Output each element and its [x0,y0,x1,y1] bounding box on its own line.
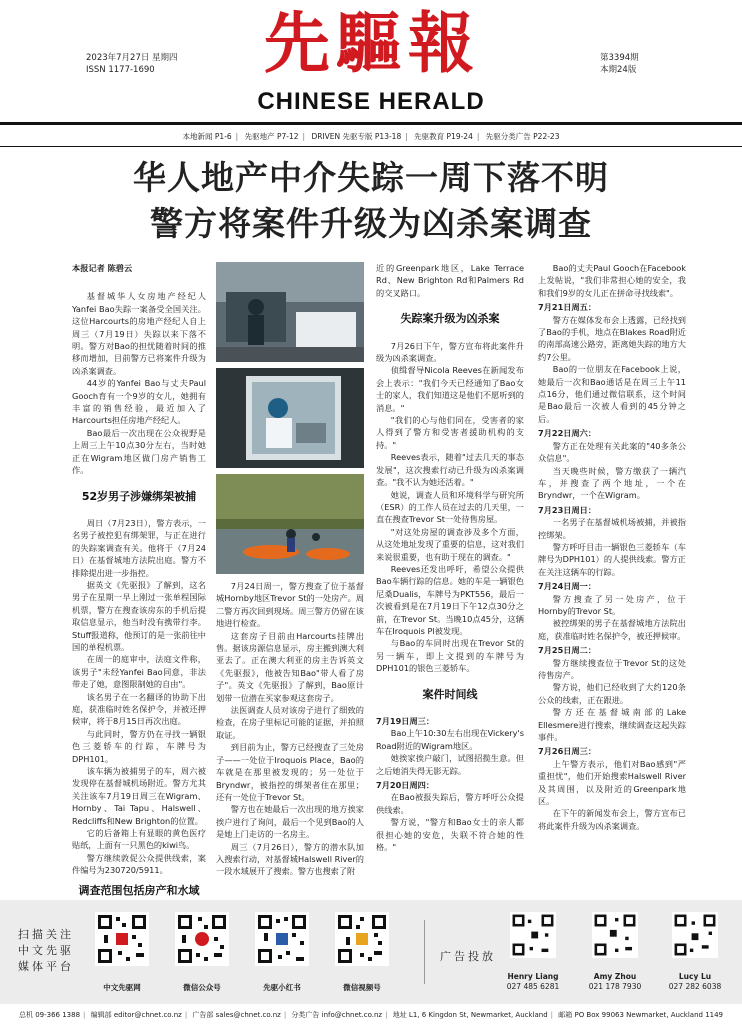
section-link-property[interactable]: 先驱地产 P7-12 [244,132,299,141]
paragraph: 与此同时，警方仍在寻找一辆银色三菱轿车的行踪，车牌号为DPH101。 [72,728,206,764]
timeline-entry: 警方搜查了另一处房产，位于Hornby的Trevor St。 [538,593,686,616]
footer-promo-band [0,900,742,1004]
qr-code-website-icon[interactable] [95,912,149,966]
subheading: 失踪案升级为凶杀案 [400,312,500,326]
headline-line-1: 华人地产中介失踪一周下落不明 [133,158,609,197]
section-link-local-news[interactable]: 本地新闻 P1-6 [182,132,232,141]
paragraph: 近的Greenpark地区，Lake Terrace Rd、New Brighton Rd和Palmers Rd的交叉路口。 [376,263,524,298]
timeline-entry: 警方还在基督城南部的Lake Ellesmere进行搜索，继续调查这起失踪事件。 [538,707,686,743]
masthead-meta-right [600,52,639,76]
contact-lucy [660,972,730,992]
timeline-entry: 警方继续搜查位于Trevor St的这处待售房产。 [538,657,686,680]
qr-code-wechat-official-icon[interactable] [175,912,229,966]
timeline-date: 7月22日周六： [538,428,597,439]
paragraph: "我们的心与他们同在，受害者的家人得到了警方和受害者援助机构的支持。" [376,415,524,450]
section-link-driven[interactable]: DRIVEN 先驱专版 P13-18 [311,132,402,141]
article-column-1 [72,262,206,911]
timeline-entry: 在Bao被报失踪后，警方呼吁公众提供线索。 [376,792,524,815]
qr-caption: 中文先驱网 [103,983,141,992]
paragraph: 周日（7月23日），警方表示，一名男子被控犯有绑架罪，与正在进行的失踪案调查有关。他将于（7月24日）在基督城地方法院出庭。警方不排除提出进一步指控。 [72,517,206,578]
paragraph: 据英文《先驱报》了解到，这名男子在星期一早上刚过一张单程国际机票，警方在搜查该房东的手机后提取信息显示，他当时没有携带行李。Stuff报道称，他预订的是一张前往中国的单程机票。 [72,579,206,652]
timeline-entry: 警方在媒体发布会上透露，已经找到了Bao的手机，地点在Blakes Road附近的南部高速公路旁，距离她失踪的地方大约7公里。 [538,314,686,362]
section-link-classifieds[interactable]: 先驱分类广告 P22-23 [485,132,560,141]
paragraph: 基督城华人女房地产经纪人Yanfei Bao失踪一案备受全国关注。这位Harcourts的房地产经纪人自上周三（7月19日）失踪以来下落不明。警方对Bao的担忧随着时间的推移而增加，目前警方已将案件升级为凶杀案调查。 [72,291,206,376]
subheading: 案件时间线 [422,687,478,701]
timeline-entry: 警方说，"警方和Bao女士的亲人都很担心她的安危，失联不符合她的性格。" [376,817,524,853]
footer-divider [424,920,425,984]
contact-editorial-email[interactable]: 编辑部 editor@chnet.co.nz [90,1011,182,1019]
paragraph: 该车辆为被捕男子的车，周六被发现停在基督城机场附近。警方尤其关注该车7月19日周三在Wigram、Hornby、Tai Tapu、Halswell、Redcliffs和New Brighton的位置。 [72,766,206,826]
paragraph: 7月26日下午，警方宣布将此案件升级为凶杀案调查。 [376,340,524,364]
paragraph: 警方也在她最后一次出现的地方挨家挨户进行了询问，最后一个见到Bao的人是她上门走访的一名房主。 [216,804,364,840]
paragraph: 侦缉督导Nicola Reeves在新闻发布会上表示："我们今天已经通知了Bao女士的家人，我们知道这是他们不愿听到的消息。" [376,365,524,413]
contact-phone: 021 178 7930 [588,982,642,991]
timeline-entry: 在下午的新闻发布会上，警方宣布已将此案件升级为凶杀案调查。 [538,808,686,831]
paragraph: 该名男子在一名翻译的协助下出庭，获准临时姓名保护令，并被还押候审，将于8月15日再次出庭。 [72,691,206,727]
timeline-entry: 当天晚些时候，警方缴获了一辆汽车，并搜查了两个地址，一个在Bryndwr，一个在Wigram。 [538,465,686,501]
subheading: 调查范围包括房产和水域 [78,883,200,897]
timeline-date: 7月23日周日： [538,504,597,515]
article-column-3 [376,262,524,853]
qr-code-xiaohongshu-icon[interactable] [255,912,309,966]
byline: 本报记者 陈碧云 [72,263,133,273]
paragraph: 在周一的庭审中，法庭文件称，该男子"未经Yanfei Bao同意，非法带走了她，意图限制她的自由"。 [72,654,206,690]
paragraph: 7月24日周一，警方搜查了位于基督城Hornby地区Trevor St的一处房产。周二警方再次回到现场。周三警方仍留在该地进行检查。 [216,581,364,629]
contact-phone: 027 485 6281 [506,982,560,991]
timeline-date: 7月19日周三： [376,716,435,726]
timeline-date: 7月24日周一： [538,581,597,592]
qr-caption: 微信公众号 [183,983,221,992]
contact-name: Lucy Lu [678,972,712,981]
contact-sales-email[interactable]: 广告部 sales@chnet.co.nz [192,1011,281,1019]
headline [0,155,742,247]
contact-henry [498,972,568,992]
issn: ISSN 1177-1690 [86,65,155,75]
section-link-education[interactable]: 先驱教育 P19-24 [414,132,473,141]
timeline-entry: Bao上午10:30左右出现在Vickery's Road附近的Wigram地区。 [376,728,524,751]
paragraph: 44岁的Yanfei Bao与丈夫Paul Gooch育有一个9岁的女儿，她拥有丰富的销售经验，最近加入了Harcourts担任房地产经纪人。 [72,378,206,426]
contact-classifieds-email[interactable]: 分类广告 info@chnet.co.nz [291,1011,383,1019]
masthead-meta-left [86,52,178,76]
timeline-entry: 警方说，他们已经收到了大约120条公众的线索，正在跟进。 [538,682,686,705]
article-column-4 [538,262,686,832]
timeline-date: 7月20日周四： [376,780,435,791]
contact-phone: 027 282 6038 [668,982,722,991]
photo-river-search-divers [216,474,364,574]
paragraph: 周三（7月26日），警方的潜水队加入搜索行动，对基督城Halswell River的一段水域展开了搜索。警方也搜索了附 [216,841,364,877]
masthead-rule [0,122,742,125]
paragraph: Reeves还发出呼吁，希望公众提供Bao车辆行踪的信息。她的车是一辆银色尼桑Dualis，车牌号为PKT556，最后一次被看到是在7月19日下午12点30分之前，在Trevor St。当晚10点45分，这辆车在Iroquois Pl被发现。 [376,563,524,636]
paragraph: 她说，调查人员和环境科学与研究所（ESR）的工作人员在过去的几天里，一直在搜查Trevor St一处待售房屋。 [376,489,524,525]
issue-number: 第3394期 [600,53,639,63]
timeline-entry: 一名男子在基督城机场被捕，并被指控绑架。 [538,517,686,540]
paragraph: 到目前为止，警方已经搜查了三处房子——一处位于Iroquois Place，Bao的车就是在那里被发现的；另一处位于Bryndwr，被指控的绑架者住在那里；还有一处位于Trevor St。 [216,742,364,802]
paragraph: 法医调查人员对该房子进行了细致的检查，在房子里标记可能的证据，并拍照取证。 [216,705,364,740]
contact-switchboard: 总机 09-366 1388 [18,1011,81,1019]
qr-code-contact-lucy-icon[interactable] [672,912,718,958]
paragraph: Bao的丈夫Paul Gooch在Facebook上发帖说，"我们非常担心她的安全，我和我们9岁的女儿正在拼命寻找线索"。 [538,263,686,298]
qr-caption: 微信视频号 [343,983,381,992]
contact-address: 地址 L1, 6 Kingdon St, Newmarket, Auckland [392,1011,548,1019]
masthead [0,0,742,128]
timeline-date: 7月21日周五： [538,302,597,313]
bottom-contact-bar: 总机 09-366 1388 | 编辑部 editor@chnet.co.nz | 广告部 sales@chnet.co.nz | 分类广告 info@chnet.co.nz | 地址 L1, 6 Kingdon St, Newmarket, Auckland | 邮箱 PO Box 99063 Newmarket, Auckland 1149 [18,1011,724,1019]
qr-caption: 先驱小红书 [263,983,301,992]
paragraph: "对这处房屋的调查涉及多个方面，从这处地址发现了重要的信息，这对我们来说很重要，也有助于现在的调查。" [376,526,524,562]
follow-us-text: 扫描关注中文先驱媒体平台 [18,928,74,973]
qr-code-contact-henry-icon[interactable] [510,912,556,958]
contact-name: Amy Zhou [593,972,637,981]
timeline-entry: 她挨家挨户敲门，试图招揽生意。但之后她消失得无影无踪。 [376,753,524,776]
paragraph: 它的后备箱上有显眼的黄色医疗贴纸，上面有一只黑色的kiwi鸟。 [72,828,206,851]
paragraph: 与Bao的车同时出现在Trevor St的另一辆车，即上文提到的车牌号为DPH101的银色三菱轿车。 [376,638,524,674]
paragraph: 这套房子目前由Harcourts挂牌出售。据该房源信息显示，房主搬到澳大利亚去了。正在澳大利亚的房主告诉英文《先驱报》，他被告知Bao"带人看了房子"。英文《先驱报》了解到，Bao原计划带一位潜在买家参观这套房子。 [216,630,364,703]
contact-amy [580,972,650,992]
headline-line-2: 警方将案件升级为凶杀案调查 [150,204,592,243]
issue-date: 2023年7月27日 星期四 [86,53,178,63]
paragraph: Reeves表示，随着"过去几天的事态发展"，这次搜索行动已升级为凶杀案调查。"我不认为她还活着。" [376,452,524,488]
photo-forensic-investigator [216,368,364,468]
nav-rule [0,146,742,147]
article-column-2 [216,262,364,878]
contact-name: Henry Liang [507,972,559,981]
timeline-entry: 警方呼吁目击一辆银色三菱轿车（车牌号为DPH101）的人提供线索。警方正在关注这辆车的行踪。 [538,541,686,577]
subheading: 52岁男子涉嫌绑架被捕 [81,489,197,503]
contact-po-box: 邮箱 PO Box 99063 Newmarket, Auckland 1149 [558,1011,724,1019]
paragraph: Bao最后一次出现在公众视野是上周三上午10点30分左右，当时她正在Wigram地区做门房产销售工作。 [72,427,206,476]
photo-police-at-house [216,262,364,362]
paragraph: 警方继续敦促公众提供线索，案件编号为230720/5911。 [72,852,206,876]
timeline-entry: 被控绑架的男子在基督城地方法院出庭，获准临时姓名保护令，被还押候审。 [538,618,686,641]
timeline-entry: 上午警方表示，他们对Bao感到"严重担忧"，他们开始搜索Halswell River及其周围，以及附近的Greenpark地区。 [538,758,686,807]
timeline-date: 7月25日周二： [538,645,597,656]
timeline-entry: 警方正在处理有关此案的"40多条公众信息"。 [538,440,686,464]
advertising-label: 广告投放 [440,950,496,963]
logo-english: CHINESE HERALD [257,88,485,115]
page-count: 本期24版 [600,65,637,75]
timeline-date: 7月26日周三： [538,746,597,757]
qr-code-contact-amy-icon[interactable] [592,912,638,958]
logo-chinese: 先驅報 [264,4,480,82]
section-nav: 本地新闻 P1-6 | 先驱地产 P7-12 | DRIVEN 先驱专版 P13-18 | 先驱教育 P19-24 | 先驱分类广告 P22-23 [182,132,560,141]
timeline-entry: Bao的一位朋友在Facebook上说，她最后一次和Bao通话是在周三上午11点16分，他们通过微信联系，这个时间是Bao最后一次被人看到的45分钟之后。 [538,364,686,424]
qr-code-wechat-video-icon[interactable] [335,912,389,966]
